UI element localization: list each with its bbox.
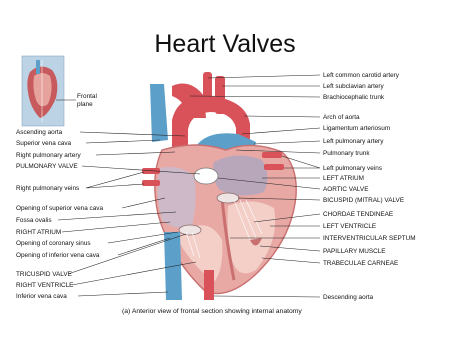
label-left-atrium: LEFT ATRIUM <box>323 175 364 182</box>
label-right-pulmonary-veins: Right pulmonary veins <box>16 185 80 192</box>
label-fossa-ovalis: Fossa ovalis <box>16 217 52 224</box>
label-brachiocephalic-trunk: Brachiocephalic trunk <box>323 94 385 101</box>
right-pulmonary-vein-lower <box>142 180 160 186</box>
label-right-atrium: RIGHT ATRIUM <box>16 229 62 236</box>
label-right-pulmonary-artery: Right pulmonary artery <box>16 152 81 159</box>
left-pulmonary-vein-upper <box>262 152 282 158</box>
inset-label-plane: plane <box>77 101 93 108</box>
heart-illustration <box>142 72 296 300</box>
label-descending-aorta: Descending aorta <box>323 294 374 301</box>
inset-frontal-plane-image <box>22 56 76 126</box>
superior-vena-cava <box>150 84 168 142</box>
label-left-pulmonary-artery: Left pulmonary artery <box>323 138 384 145</box>
label-opening-superior-vena-cava: Opening of superior vena cava <box>16 205 104 212</box>
label-ligamentum-arteriosum: Ligamentum arteriosum <box>323 125 391 132</box>
label-superior-vena-cava: Superior vena cava <box>16 140 72 147</box>
label-aortic-valve: AORTIC VALVE <box>323 186 369 193</box>
label-papillary-muscle: PAPILLARY MUSCLE <box>323 248 386 255</box>
label-left-common-carotid-artery: Left common carotid artery <box>323 72 400 79</box>
label-trabeculae-carneae: TRABECULAE CARNEAE <box>323 260 399 267</box>
label-opening-inferior-vena-cava: Opening of inferior vena cava <box>16 252 100 259</box>
label-left-pulmonary-veins: Left pulmonary veins <box>323 165 382 172</box>
label-right-ventricle: RIGHT VENTRICLE <box>16 282 74 289</box>
left-pulmonary-vein-lower <box>264 164 284 170</box>
right-atrium <box>157 167 195 228</box>
label-tricuspid-valve: TRICUSPID VALVE <box>16 271 72 278</box>
descending-aorta <box>204 270 214 300</box>
label-ascending-aorta: Ascending aorta <box>16 129 63 136</box>
label-pulmonary-valve: PULMONARY VALVE <box>16 163 78 170</box>
figure-caption: (a) Anterior view of frontal section showing internal anatomy <box>122 308 302 315</box>
label-opening-coronary-sinus: Opening of coronary sinus <box>16 240 91 247</box>
label-chordae-tendineae: CHORDAE TENDINEAE <box>323 211 394 218</box>
label-bicuspid-mitral-valve: BICUSPID (MITRAL) VALVE <box>323 197 405 204</box>
aortic-valve <box>194 168 218 184</box>
label-inferior-vena-cava: Inferior vena cava <box>16 293 67 300</box>
label-interventricular-septum: INTERVENTRICULAR SEPTUM <box>323 235 416 242</box>
label-left-ventricle: LEFT VENTRICLE <box>323 223 377 230</box>
label-pulmonary-trunk: Pulmonary trunk <box>323 150 370 157</box>
left-atrium <box>213 155 268 195</box>
label-arch-of-aorta: Arch of aorta <box>323 114 360 121</box>
inset-label-frontal: Frontal <box>77 93 97 100</box>
left-ventricle <box>228 201 276 273</box>
mitral-valve <box>217 193 239 203</box>
slide-title: Heart Valves <box>154 30 296 58</box>
label-left-subclavian-artery: Left subclavian artery <box>323 83 384 90</box>
tricuspid-valve <box>179 225 201 235</box>
